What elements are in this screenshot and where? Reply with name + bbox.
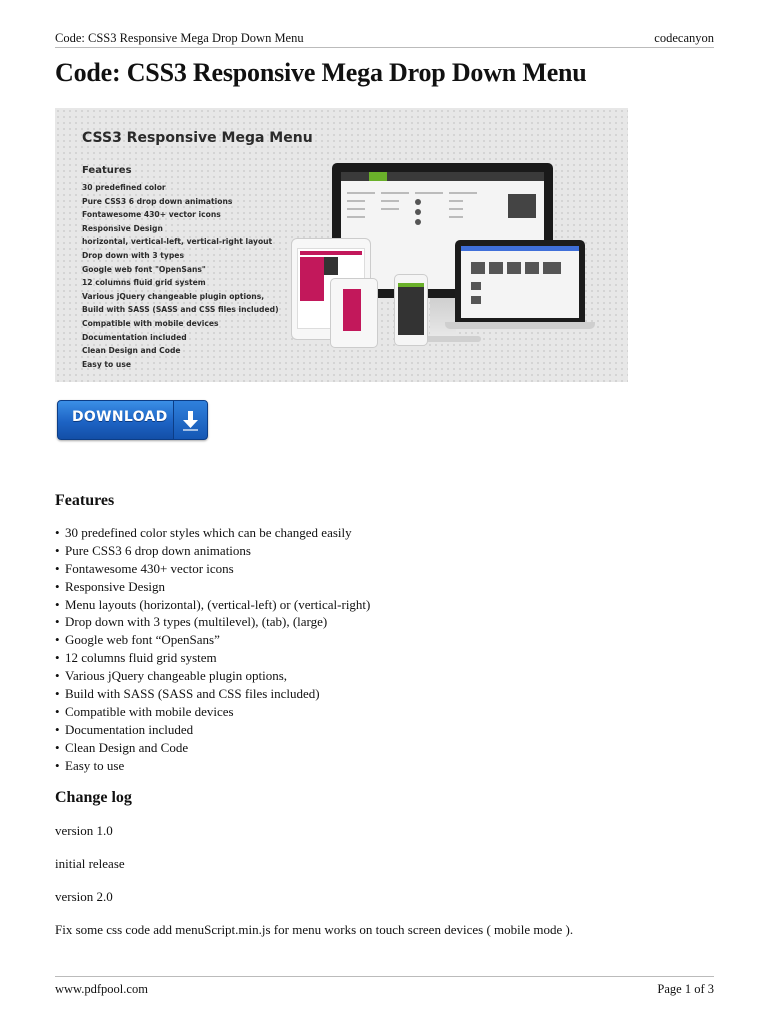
- feature-item: • 12 columns fluid grid system: [55, 649, 370, 667]
- banner-features-heading: Features: [82, 165, 132, 176]
- phone-mockup: [394, 274, 428, 346]
- feature-item: • Pure CSS3 6 drop down animations: [55, 542, 370, 560]
- download-arrow-icon: [173, 401, 207, 439]
- page-number: Page 1 of 3: [657, 982, 714, 996]
- banner-feature-item: Various jQuery changeable plugin options,: [82, 291, 265, 301]
- banner-feature-item: Responsive Design: [82, 223, 163, 233]
- features-list: [55, 524, 370, 774]
- banner-feature-item: Clean Design and Code: [82, 346, 181, 356]
- feature-item: • Clean Design and Code: [55, 739, 370, 757]
- page-footer: [55, 976, 714, 997]
- banner-feature-item: Build with SASS (SASS and CSS files included): [82, 305, 279, 315]
- feature-item: • Documentation included: [55, 721, 370, 739]
- feature-item: • Compatible with mobile devices: [55, 703, 370, 721]
- download-button[interactable]: [57, 400, 208, 440]
- feature-item: • Responsive Design: [55, 578, 370, 596]
- page-header: [55, 31, 714, 48]
- banner-feature-item: Documentation included: [82, 332, 187, 342]
- banner-feature-item: Easy to use: [82, 359, 131, 369]
- changelog-entry: Fix some css code add menuScript.min.js for menu works on touch screen devices ( mobile mode ).: [55, 922, 574, 937]
- banner-title: CSS3 Responsive Mega Menu: [82, 130, 313, 146]
- feature-item: • Menu layouts (horizontal), (vertical-left) or (vertical-right): [55, 596, 370, 614]
- features-heading: Features: [55, 492, 115, 509]
- feature-item: • Google web font “OpenSans”: [55, 631, 370, 649]
- page-title: Code: CSS3 Responsive Mega Drop Down Menu: [55, 58, 587, 87]
- banner-feature-item: horizontal, vertical-left, vertical-right layout: [82, 237, 273, 247]
- header-title: Code: CSS3 Responsive Mega Drop Down Menu: [55, 31, 304, 45]
- banner-feature-item: Fontawesome 430+ vector icons: [82, 210, 221, 220]
- changelog-heading: Change log: [55, 789, 132, 806]
- footer-link[interactable]: www.pdfpool.com: [55, 982, 148, 996]
- header-source: codecanyon: [654, 31, 714, 45]
- feature-item: • 30 predefined color styles which can be changed easily: [55, 524, 370, 542]
- banner-feature-item: Google web font "OpenSans": [82, 264, 206, 274]
- banner-feature-item: 12 columns fluid grid system: [82, 278, 206, 288]
- feature-item: • Easy to use: [55, 757, 370, 775]
- feature-item: • Fontawesome 430+ vector icons: [55, 560, 370, 578]
- laptop-mockup: [455, 240, 585, 322]
- feature-item: • Build with SASS (SASS and CSS files included): [55, 685, 370, 703]
- download-button-label: DOWNLOAD: [72, 409, 168, 425]
- tablet-small-mockup: [330, 278, 378, 348]
- changelog-entry: version 1.0: [55, 823, 113, 838]
- changelog-entry: initial release: [55, 856, 125, 871]
- banner-feature-item: Drop down with 3 types: [82, 250, 184, 260]
- preview-banner-image: [55, 108, 628, 382]
- banner-feature-list: [82, 181, 279, 371]
- banner-feature-item: 30 predefined color: [82, 183, 166, 192]
- banner-feature-item: Pure CSS3 6 drop down animations: [82, 196, 233, 206]
- feature-item: • Drop down with 3 types (multilevel), (tab), (large): [55, 613, 370, 631]
- banner-feature-item: Compatible with mobile devices: [82, 318, 219, 328]
- changelog-entry: version 2.0: [55, 889, 113, 904]
- feature-item: • Various jQuery changeable plugin options,: [55, 667, 370, 685]
